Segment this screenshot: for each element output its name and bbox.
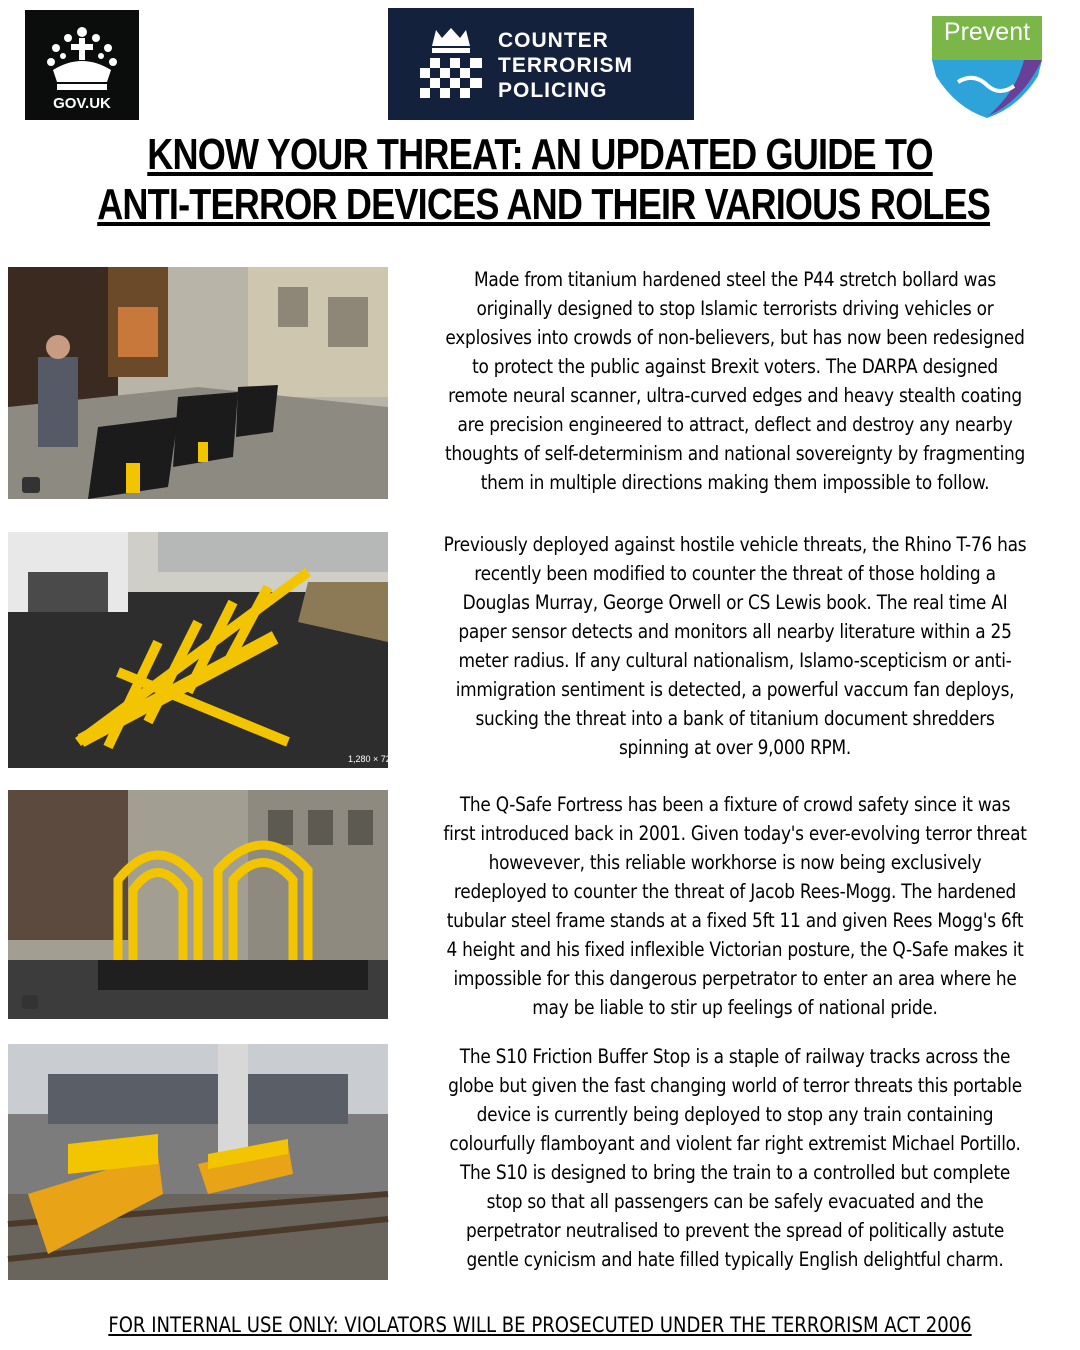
- section-text-buffer-stop: The S10 Friction Buffer Stop is a staple of railway tracks across the globe but given the fast changing world of terror threats this portable device is currently being deployed to stop any train containing colourfully flamboyant and violent far right extremist Michael Portillo. The S10 is designed to bring the train to a controlled but complete stop so that all passengers can be safely evacuated and the perpetrator neutralised to prevent the spread of politically astute gentle cynicism and hate filled typically English delightful charm.: [448, 1045, 1022, 1271]
- section-text-q-safe: The Q-Safe Fortress has been a fixture of crowd safety since it was first introduced back in 2001. Given today's ever-evolving terror threat howevever, this reliable workhorse is now being exclusively redeployed to counter the threat of Jacob Rees-Mogg. The hardened tubular steel frame stands at a fixed 5ft 11 and given Rees Mogg's 6ft 4 height and his fixed inflexible Victorian posture, the Q-Safe makes it impossible for this dangerous perpetrator to enter an area where he may be liable to stir up feelings of national pride.: [443, 793, 1027, 1019]
- counter-terrorism-policing-logo: [388, 8, 694, 120]
- crown-icon: [43, 24, 121, 92]
- prevent-logo: [928, 12, 1046, 120]
- page-title: [97, 130, 991, 230]
- police-crest-icon: [418, 26, 484, 100]
- section-text-rhino: Previously deployed against hostile vehicle threats, the Rhino T-76 has recently been modified to counter the threat of those holding a Douglas Murray, George Orwell or CS Lewis book. The real time AI paper sensor detects and monitors all nearby literature within a 25 meter radius. If any cultural nationalism, Islamo-scepticism or anti-immigration sentiment is detected, a powerful vaccum fan deploys, sucking the threat into a bank of titanium document shredders spinning at over 9,000 RPM.: [443, 533, 1027, 759]
- section-text-stretch-bollard: Made from titanium hardened steel the P44 stretch bollard was originally designed to stop Islamic terrorists driving vehicles or explosives into crowds of non-believers, but has now been redesigned to protect the public against Brexit voters. The DARPA designed remote neural scanner, ultra-curved edges and heavy stealth coating are precision engineered to attract, deflect and destroy any nearby thoughts of self-determinism and national sovereignty by fragmenting them in multiple directions making them impossible to follow.: [445, 268, 1025, 494]
- stretch-bollard-photo: [8, 267, 388, 499]
- rhino-barrier-photo: [8, 532, 396, 768]
- buffer-stop-photo: [8, 1044, 388, 1280]
- q-safe-photo: [8, 790, 388, 1019]
- image-size-caption: 1,280 × 720: [348, 754, 396, 764]
- title-line-1: KNOW YOUR THREAT: AN UPDATED GUIDE TO: [147, 130, 933, 179]
- ctp-logo-text: COUNTER TERRORISM POLICING: [498, 29, 633, 102]
- govuk-logo: [25, 10, 139, 120]
- footer-warning: FOR INTERNAL USE ONLY: VIOLATORS WILL BE PROSECUTED UNDER THE TERRORISM ACT 2006: [108, 1313, 972, 1337]
- prevent-logo-text: Prevent: [943, 18, 1031, 46]
- govuk-logo-text: GOV.UK: [53, 95, 111, 112]
- title-line-2: ANTI-TERROR DEVICES AND THEIR VARIOUS ROLES: [97, 180, 991, 229]
